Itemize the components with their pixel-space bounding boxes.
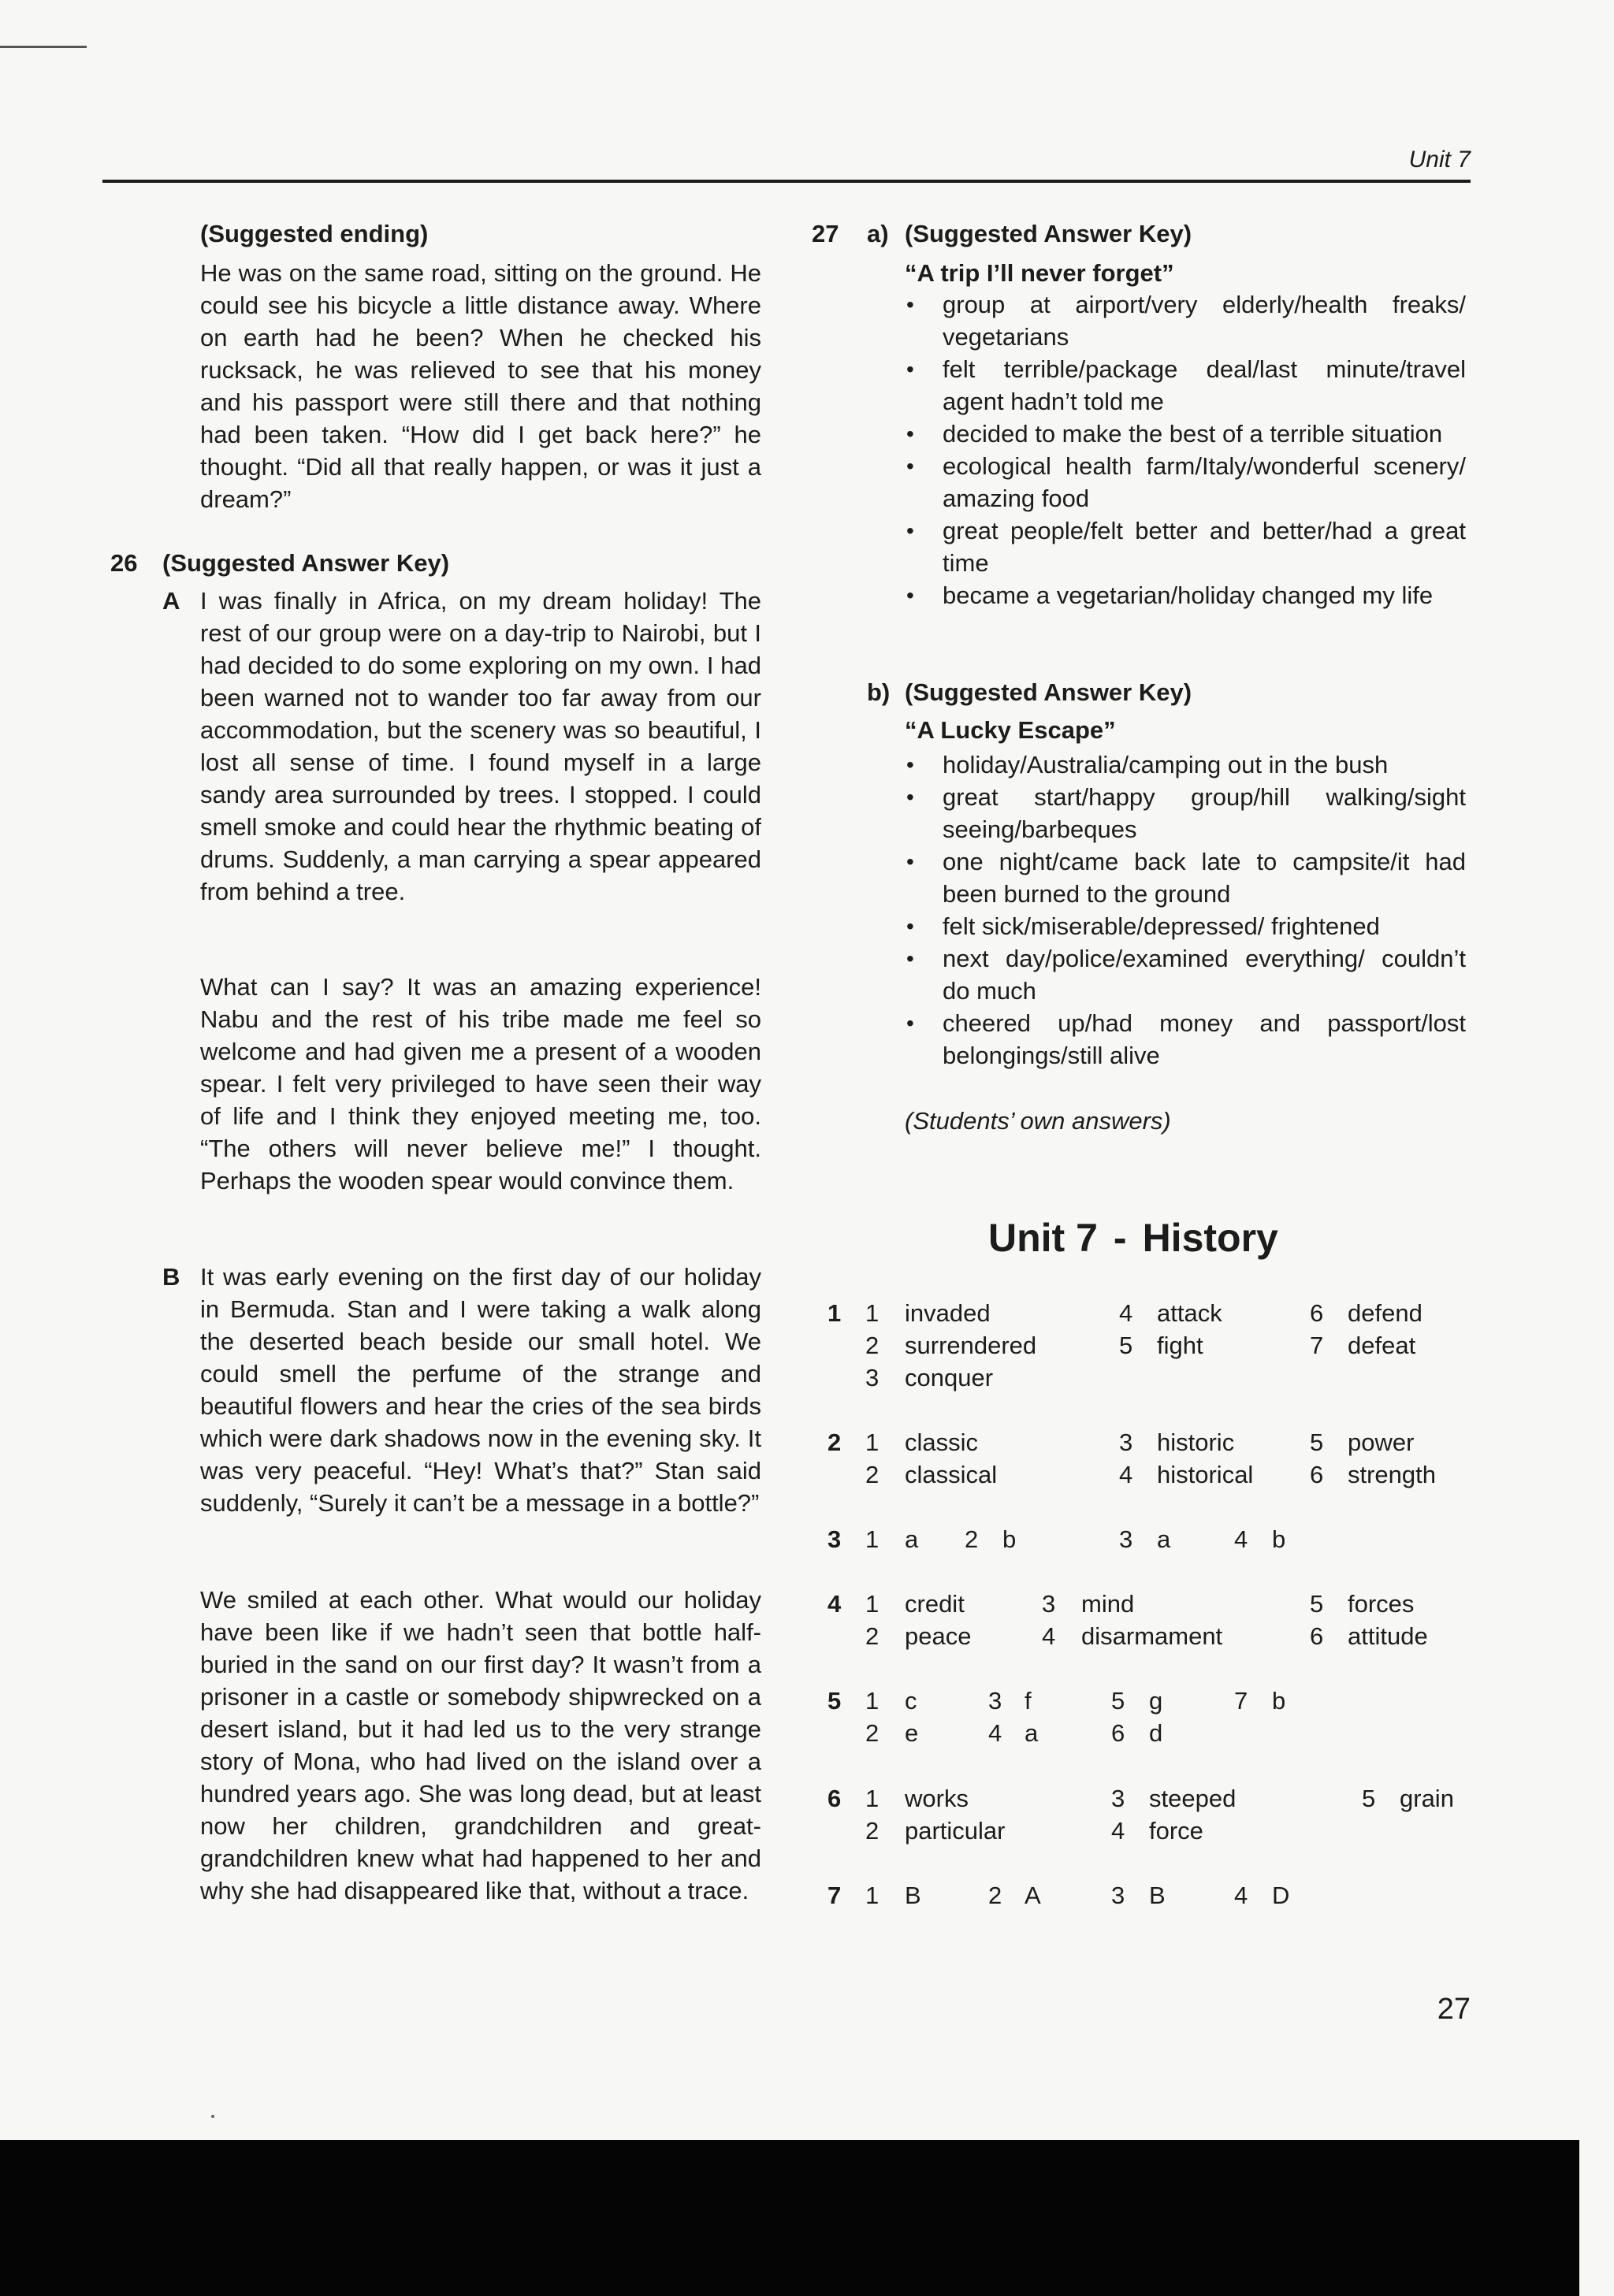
answer-word: strength — [1348, 1461, 1437, 1488]
question-27-number: 27 — [812, 220, 839, 247]
item-number: 4 — [988, 1719, 1002, 1747]
item-number: 5 — [1119, 1332, 1133, 1359]
bullet-item: • cheered up/had money and passport/lost belongings/still alive — [905, 1007, 1466, 1072]
answer-word: d — [1149, 1719, 1163, 1747]
answer-word: b — [1272, 1525, 1286, 1553]
answer-word: b — [1272, 1687, 1286, 1715]
students-own-answers: (Students’ own answers) — [905, 1107, 1171, 1135]
item-number: 1 — [865, 1687, 880, 1715]
bullet-item: • group at airport/very elderly/health freaks/ vegetarians — [905, 288, 1466, 353]
bullet-item: • great start/happy group/hill walking/sight seeing/barbeques — [905, 781, 1466, 845]
answer-word: defend — [1348, 1299, 1422, 1327]
unit-title-dash: - — [1113, 1216, 1127, 1260]
answer-word: attitude — [1348, 1622, 1428, 1650]
answer-word: particular — [905, 1817, 1006, 1845]
answer-word: defeat — [1348, 1332, 1416, 1359]
exercise-1-number: 1 — [827, 1299, 842, 1327]
unit-title-topic: History — [1142, 1216, 1278, 1260]
bullet-item: • became a vegetarian/holiday changed my life — [905, 579, 1466, 611]
bullet-item: • holiday/Australia/camping out in the bush — [905, 749, 1466, 781]
bullet-item: • one night/came back late to campsite/it had been burned to the ground — [905, 845, 1466, 910]
answer-word: grain — [1400, 1785, 1454, 1812]
item-number: 2 — [988, 1882, 1002, 1909]
item-number: 4 — [1042, 1622, 1056, 1650]
part-a-title: “A trip I’ll never forget” — [905, 259, 1174, 287]
part-a-heading: (Suggested Answer Key) — [905, 220, 1192, 247]
item-number: 4 — [1234, 1525, 1248, 1553]
answer-b-text-part2: We smiled at each other. What would our holiday have been like if we hadn’t seen that bottle half-buried in the sand on our first day? It wasn’t from a prisoner in a castle or somebody shipwrecked on a desert island, but it had led us to the very strange story of Mona, who had lived on the island over a hundred years ago. She was long dead, but at least now her children, grandchildren and great-grandchildren knew what had happened to her and why she had disappeared like that, without a trace. — [200, 1586, 761, 1904]
answer-word: mind — [1081, 1590, 1135, 1618]
bullet-item: • felt sick/miserable/depressed/ frightened — [905, 910, 1466, 942]
item-number: 1 — [865, 1428, 880, 1456]
answer-word: peace — [905, 1622, 972, 1650]
answer-b-text-part1: It was early evening on the first day of our holiday in Bermuda. Stan and I were taking a walk along the deserted beach beside our small hotel. We could smell the perfume of the strange and beautiful flowers and hear the cries of the sea birds which were dark shadows now in the evening sky. It was very peaceful. “Hey! What’s that?” Stan said suddenly, “Surely it can’t be a message in a bottle?” — [200, 1263, 761, 1517]
answer-word: a — [1157, 1525, 1171, 1553]
scan-border-bar — [0, 2140, 1579, 2296]
exercise-3-number: 3 — [827, 1525, 842, 1553]
exercise-6-number: 6 — [827, 1785, 842, 1812]
item-number: 3 — [1119, 1525, 1133, 1553]
exercise-7-number: 7 — [827, 1882, 842, 1909]
answer-word: D — [1272, 1882, 1290, 1909]
item-number: 1 — [865, 1785, 880, 1812]
item-number: 6 — [1111, 1719, 1125, 1747]
answer-word: classical — [905, 1461, 998, 1488]
suggested-ending-text: He was on the same road, sitting on the ground. He could see his bicycle a little distance away. Where on earth had he been? When he checked his rucksack, he was relieved to see that his money and his passport were still there and that nothing had been taken. “How did I get back here?” he thought. “Did all that really happen, or was it just a dream?” — [200, 259, 761, 513]
answer-a-text-part2: What can I say? It was an amazing experience! Nabu and the rest of his tribe made me feel so welcome and had given me a present of a wooden spear. I felt very privileged to have seen their way of life and I think they enjoyed meeting me, too. “The others will never believe me!” I thought. Perhaps the wooden spear would convince them. — [200, 973, 761, 1194]
item-number: 3 — [1042, 1590, 1056, 1618]
item-number: 6 — [1310, 1622, 1324, 1650]
answer-word: B — [905, 1882, 921, 1909]
item-number: 3 — [1119, 1428, 1133, 1456]
item-number: 3 — [1111, 1785, 1125, 1812]
item-number: 3 — [865, 1364, 880, 1391]
answer-word: credit — [905, 1590, 965, 1618]
answer-word: A — [1025, 1882, 1041, 1909]
exercise-2-number: 2 — [827, 1428, 842, 1456]
answer-word: forces — [1348, 1590, 1415, 1618]
part-b-heading: (Suggested Answer Key) — [905, 678, 1192, 706]
answer-b-label: B — [162, 1263, 180, 1291]
answer-word: steeped — [1149, 1785, 1237, 1812]
answer-word: invaded — [905, 1299, 991, 1327]
item-number: 7 — [1234, 1687, 1248, 1715]
bullet-item: • great people/felt better and better/had a great time — [905, 515, 1466, 579]
item-number: 1 — [865, 1525, 880, 1553]
bullet-item: • decided to make the best of a terrible situation — [905, 418, 1466, 450]
item-number: 2 — [865, 1332, 880, 1359]
item-number: 2 — [865, 1622, 880, 1650]
unit-title-number: Unit 7 — [988, 1216, 1098, 1260]
answer-word: g — [1149, 1687, 1163, 1715]
exercise-5-number: 5 — [827, 1687, 842, 1715]
header-rule — [102, 180, 1471, 183]
answer-word: classic — [905, 1428, 979, 1456]
answer-word: surrendered — [905, 1332, 1037, 1359]
item-number: 5 — [1111, 1687, 1125, 1715]
bullet-item: • ecological health farm/Italy/wonderful scenery/ amazing food — [905, 450, 1466, 515]
item-number: 2 — [865, 1461, 880, 1488]
item-number: 3 — [988, 1687, 1002, 1715]
answer-word: historic — [1157, 1428, 1235, 1456]
item-number: 5 — [1310, 1428, 1324, 1456]
part-b-label: b) — [867, 678, 891, 706]
item-number: 1 — [865, 1299, 880, 1327]
answer-a-text-part1: I was finally in Africa, on my dream holiday! The rest of our group were on a day-trip to Nairobi, but I had decided to do some exploring on my own. I had been warned not to wander too far away from our accommodation, but the scenery was so beautiful, I lost all sense of time. I found myself in a large sandy area surrounded by trees. I stopped. I could smell smoke and could hear the rhythmic beating of drums. Suddenly, a man carrying a spear appeared from behind a tree. — [200, 587, 761, 905]
item-number: 7 — [1310, 1332, 1324, 1359]
answer-word: disarmament — [1081, 1622, 1223, 1650]
item-number: 1 — [865, 1882, 880, 1909]
item-number: 4 — [1111, 1817, 1125, 1845]
question-26-number: 26 — [110, 549, 138, 577]
item-number: 4 — [1234, 1882, 1248, 1909]
part-b-bullet-list — [905, 749, 1466, 1072]
question-26-heading: (Suggested Answer Key) — [162, 549, 450, 577]
exercise-4-number: 4 — [827, 1590, 842, 1618]
answer-word: historical — [1157, 1461, 1254, 1488]
item-number: 4 — [1119, 1299, 1133, 1327]
answer-word: attack — [1157, 1299, 1222, 1327]
answer-word: force — [1149, 1817, 1203, 1845]
part-a-bullet-list — [905, 288, 1466, 611]
item-number: 4 — [1119, 1461, 1133, 1488]
item-number: 2 — [965, 1525, 979, 1553]
answer-word: f — [1025, 1687, 1032, 1715]
answer-word: fight — [1157, 1332, 1203, 1359]
answer-word: power — [1348, 1428, 1415, 1456]
part-a-label: a) — [867, 220, 889, 247]
item-number: 3 — [1111, 1882, 1125, 1909]
answer-word: works — [905, 1785, 969, 1812]
answer-word: e — [905, 1719, 919, 1747]
answer-a-label: A — [162, 587, 180, 615]
suggested-ending-heading: (Suggested ending) — [200, 220, 429, 247]
answer-word: a — [905, 1525, 919, 1553]
scan-speck — [211, 2115, 214, 2118]
item-number: 2 — [865, 1817, 880, 1845]
answer-word: a — [1025, 1719, 1039, 1747]
part-b-title: “A Lucky Escape” — [905, 716, 1116, 744]
page-number: 27 — [1437, 1993, 1471, 2026]
item-number: 5 — [1362, 1785, 1376, 1812]
item-number: 2 — [865, 1719, 880, 1747]
answer-word: b — [1002, 1525, 1017, 1553]
item-number: 6 — [1310, 1461, 1324, 1488]
scan-edge-mark — [0, 46, 87, 48]
item-number: 6 — [1310, 1299, 1324, 1327]
answer-word: B — [1149, 1882, 1166, 1909]
item-number: 5 — [1310, 1590, 1324, 1618]
answer-word: conquer — [905, 1364, 994, 1391]
answer-word: c — [905, 1687, 917, 1715]
unit-title — [988, 1213, 1278, 1262]
bullet-item: • next day/police/examined everything/ couldn’t do much — [905, 942, 1466, 1007]
item-number: 1 — [865, 1590, 880, 1618]
bullet-item: • felt terrible/package deal/last minute/travel agent hadn’t told me — [905, 353, 1466, 418]
running-head: Unit 7 — [1408, 147, 1471, 173]
